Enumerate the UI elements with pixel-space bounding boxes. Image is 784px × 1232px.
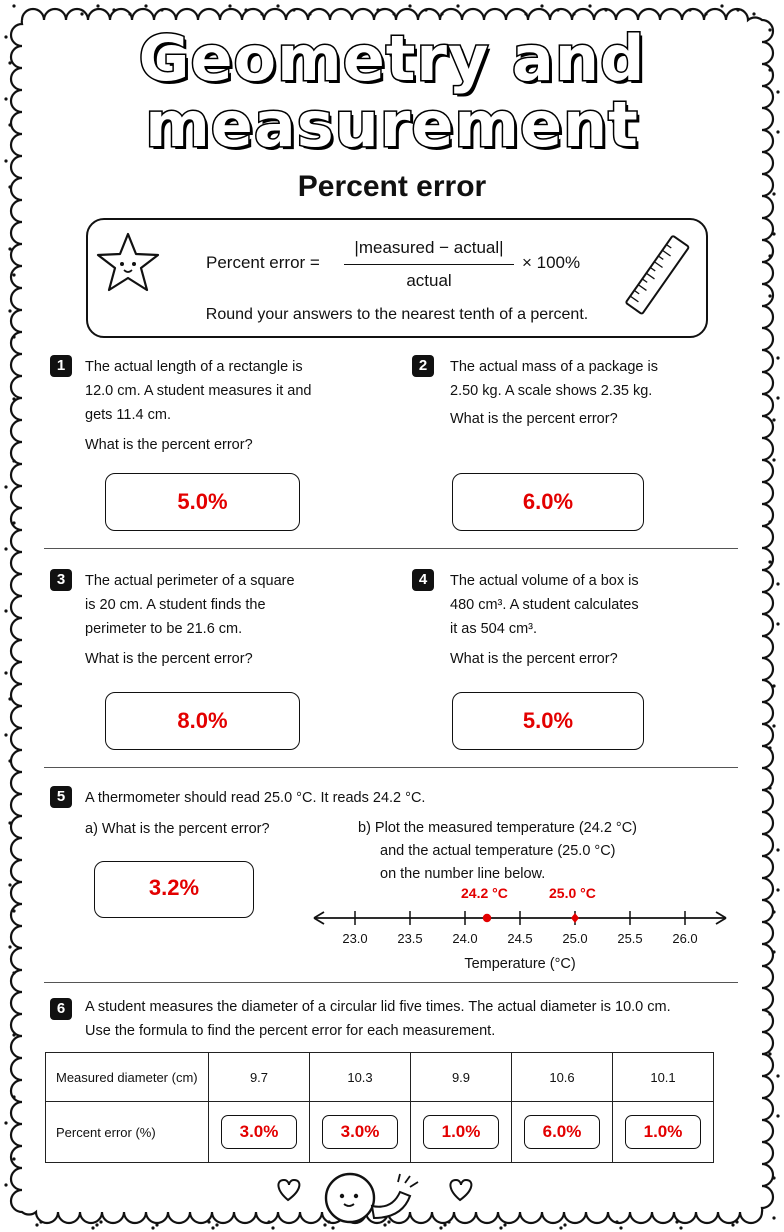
border-dot: [112, 8, 115, 11]
border-dot: [540, 4, 543, 7]
question-3-answer[interactable]: 8.0%: [105, 692, 300, 750]
number-line-axis-label: Temperature (°C): [464, 956, 576, 972]
question-1-line: 12.0 cm. A student measures it and: [85, 383, 312, 399]
tick-label: 26.0: [672, 931, 698, 946]
percent-error-answer[interactable]: 6.0%: [524, 1115, 600, 1149]
section-divider: [44, 982, 738, 983]
formula-denominator: actual: [406, 271, 452, 290]
question-5b-line: b) Plot the measured temperature (24.2 °C): [358, 820, 638, 836]
border-dot: [772, 910, 775, 913]
border-dot: [772, 418, 775, 421]
rounding-note: Round your answers to the nearest tenth of a percent.: [205, 306, 589, 323]
border-dot: [768, 560, 771, 563]
question-6-text: [85, 995, 671, 1043]
border-dot: [8, 697, 11, 700]
border-dot: [4, 1121, 7, 1124]
border-dot: [80, 12, 83, 15]
border-dot: [776, 888, 779, 891]
question-2-line: The actual mass of a package is: [450, 359, 658, 375]
border-dot: [12, 397, 15, 400]
question-1-answer[interactable]: 5.0%: [105, 473, 300, 531]
border-dot: [4, 485, 7, 488]
question-2-text: [450, 355, 658, 431]
border-dot: [276, 4, 279, 7]
border-dot: [12, 1095, 15, 1098]
percent-error-answer[interactable]: 1.0%: [625, 1115, 701, 1149]
question-5b-line: and the actual temperature (25.0 °C): [380, 843, 616, 859]
border-dot: [776, 1114, 779, 1117]
border-dot: [12, 971, 15, 974]
point-label: 24.2 °C: [461, 885, 508, 901]
section-divider: [44, 548, 738, 549]
formula-numerator: |measured − actual|: [344, 238, 514, 265]
footer-doodles: [0, 1166, 784, 1226]
border-dot: [499, 1226, 502, 1229]
border-dot: [772, 684, 775, 687]
border-dot: [556, 8, 559, 11]
border-dot: [12, 335, 15, 338]
border-dot: [768, 520, 771, 523]
question-5a-answer[interactable]: 3.2%: [94, 861, 254, 918]
border-dot: [4, 609, 7, 612]
border-dot: [12, 459, 15, 462]
actual-point: [571, 913, 579, 923]
section-divider: [44, 767, 738, 768]
percent-error-cell: [411, 1102, 512, 1163]
question-1-line: The actual length of a rectangle is: [85, 359, 303, 375]
question-5-number: 5: [50, 786, 72, 808]
formula-box: [86, 218, 708, 338]
heart-icon: [450, 1180, 471, 1200]
table-row: [46, 1102, 714, 1163]
percent-error-cell: [310, 1102, 411, 1163]
border-dot: [768, 294, 771, 297]
measured-point: [483, 914, 491, 922]
border-dot: [331, 1226, 334, 1229]
border-dot: [144, 4, 147, 7]
border-dot: [8, 247, 11, 250]
question-1-prompt: What is the percent error?: [85, 437, 253, 453]
border-dot: [244, 8, 247, 11]
border-dot: [768, 1012, 771, 1015]
border-dot: [392, 12, 395, 15]
border-dot: [4, 159, 7, 162]
percent-error-answer[interactable]: 1.0%: [423, 1115, 499, 1149]
tape-measure-icon: [326, 1174, 418, 1222]
percent-error-answer[interactable]: 3.0%: [221, 1115, 297, 1149]
point-label: 25.0 °C: [549, 885, 596, 901]
question-6-line: A student measures the diameter of a circular lid five times. The actual diameter is 10.0 cm.: [85, 999, 671, 1015]
question-4-line: The actual volume of a box is: [450, 573, 639, 589]
border-dot: [772, 724, 775, 727]
border-dot: [768, 1052, 771, 1055]
tick-label: 25.0: [562, 931, 588, 946]
worksheet-subtitle: Percent error: [297, 170, 487, 203]
border-dot: [8, 309, 11, 312]
border-dot: [91, 1226, 94, 1229]
border-dot: [424, 8, 427, 11]
table-row-header: Measured diameter (cm): [46, 1053, 209, 1102]
question-5b-prompt: [358, 817, 637, 886]
border-dot: [4, 733, 7, 736]
border-dot: [4, 547, 7, 550]
border-dot: [772, 950, 775, 953]
border-dot: [776, 622, 779, 625]
border-dot: [440, 12, 443, 15]
border-dot: [559, 1226, 562, 1229]
question-5a-prompt: a) What is the percent error?: [85, 821, 270, 837]
question-2-answer[interactable]: 6.0%: [452, 473, 644, 531]
border-dot: [8, 945, 11, 948]
question-2-prompt: What is the percent error?: [450, 411, 618, 427]
border-dot: [720, 4, 723, 7]
formula-fraction: [344, 238, 514, 291]
question-1-text: [85, 355, 312, 457]
border-dot: [736, 8, 739, 11]
border-dot: [439, 1226, 442, 1229]
border-dot: [768, 786, 771, 789]
border-dot: [768, 746, 771, 749]
question-1-number: 1: [50, 355, 72, 377]
border-dot: [292, 8, 295, 11]
question-3-line: The actual perimeter of a square: [85, 573, 295, 589]
measurement-cell: 10.6: [512, 1053, 613, 1102]
question-3-prompt: What is the percent error?: [85, 651, 253, 667]
border-dot: [588, 4, 591, 7]
title-line-1: Geometry and: [138, 22, 646, 95]
question-3-line: perimeter to be 21.6 cm.: [85, 621, 243, 637]
tick-label: 23.0: [342, 931, 368, 946]
question-5b-line: on the number line below.: [380, 866, 546, 882]
border-dot: [776, 396, 779, 399]
border-dot: [308, 12, 311, 15]
border-dot: [96, 4, 99, 7]
question-3-text: [85, 569, 295, 671]
border-dot: [8, 759, 11, 762]
tick-label: 24.5: [507, 931, 533, 946]
heart-icon: [278, 1180, 299, 1200]
formula-multiplier: × 100%: [522, 253, 581, 272]
border-dot: [12, 273, 15, 276]
question-3-number: 3: [50, 569, 72, 591]
percent-error-answer[interactable]: 3.0%: [322, 1115, 398, 1149]
question-1-line: gets 11.4 cm.: [85, 407, 171, 423]
question-4-prompt: What is the percent error?: [450, 651, 618, 667]
percent-error-cell: [512, 1102, 613, 1163]
border-dot: [271, 1226, 274, 1229]
border-dot: [679, 1226, 682, 1229]
border-dot: [704, 12, 707, 15]
border-dot: [776, 848, 779, 851]
border-dot: [524, 12, 527, 15]
border-dot: [12, 1157, 15, 1160]
question-4-answer[interactable]: 5.0%: [452, 692, 644, 750]
percent-error-cell: [209, 1102, 310, 1163]
border-dot: [12, 909, 15, 912]
border-dot: [260, 12, 263, 15]
border-dot: [776, 1074, 779, 1077]
border-dot: [8, 821, 11, 824]
border-dot: [12, 521, 15, 524]
page-title: [0, 22, 784, 161]
question-4-number: 4: [412, 569, 434, 591]
border-dot: [12, 4, 15, 7]
tick-label: 23.5: [397, 931, 423, 946]
measurement-cell: 9.7: [209, 1053, 310, 1102]
border-dot: [376, 8, 379, 11]
border-dot: [8, 883, 11, 886]
border-dot: [12, 1033, 15, 1036]
border-dot: [772, 232, 775, 235]
formula-label: Percent error =: [206, 253, 320, 272]
border-dot: [160, 8, 163, 11]
border-dot: [408, 4, 411, 7]
tick-label: 25.5: [617, 931, 643, 946]
question-3-line: is 20 cm. A student finds the: [85, 597, 266, 613]
question-5-text: A thermometer should read 25.0 °C. It reads 24.2 °C.: [85, 790, 426, 806]
title-line-2: measurement: [145, 88, 639, 161]
question-4-line: it as 504 cm³.: [450, 621, 538, 637]
measurement-table: [45, 1052, 714, 1163]
border-dot: [151, 1226, 154, 1229]
border-dot: [128, 12, 131, 15]
border-dot: [772, 458, 775, 461]
question-2-number: 2: [412, 355, 434, 377]
border-dot: [776, 582, 779, 585]
question-4-line: 480 cm³. A student calculates: [450, 597, 639, 613]
border-dot: [228, 4, 231, 7]
border-dot: [768, 254, 771, 257]
border-dot: [619, 1226, 622, 1229]
border-dot: [752, 12, 755, 15]
question-4-text: [450, 569, 639, 671]
question-2-line: 2.50 kg. A scale shows 2.35 kg.: [450, 383, 653, 399]
measurement-cell: 10.1: [613, 1053, 714, 1102]
table-row: [46, 1053, 714, 1102]
percent-error-cell: [613, 1102, 714, 1163]
border-dot: [4, 671, 7, 674]
tick-label: 24.0: [452, 931, 478, 946]
border-dot: [776, 356, 779, 359]
border-dot: [688, 8, 691, 11]
star-icon: [90, 226, 166, 298]
border-dot: [211, 1226, 214, 1229]
measurement-cell: 10.3: [310, 1053, 411, 1102]
measurement-cell: 9.9: [411, 1053, 512, 1102]
table-row-header: Percent error (%): [46, 1102, 209, 1163]
border-dot: [572, 12, 575, 15]
question-6-line: Use the formula to find the percent error for each measurement.: [85, 1023, 496, 1039]
border-dot: [456, 4, 459, 7]
question-6-number: 6: [50, 998, 72, 1020]
border-dot: [604, 8, 607, 11]
